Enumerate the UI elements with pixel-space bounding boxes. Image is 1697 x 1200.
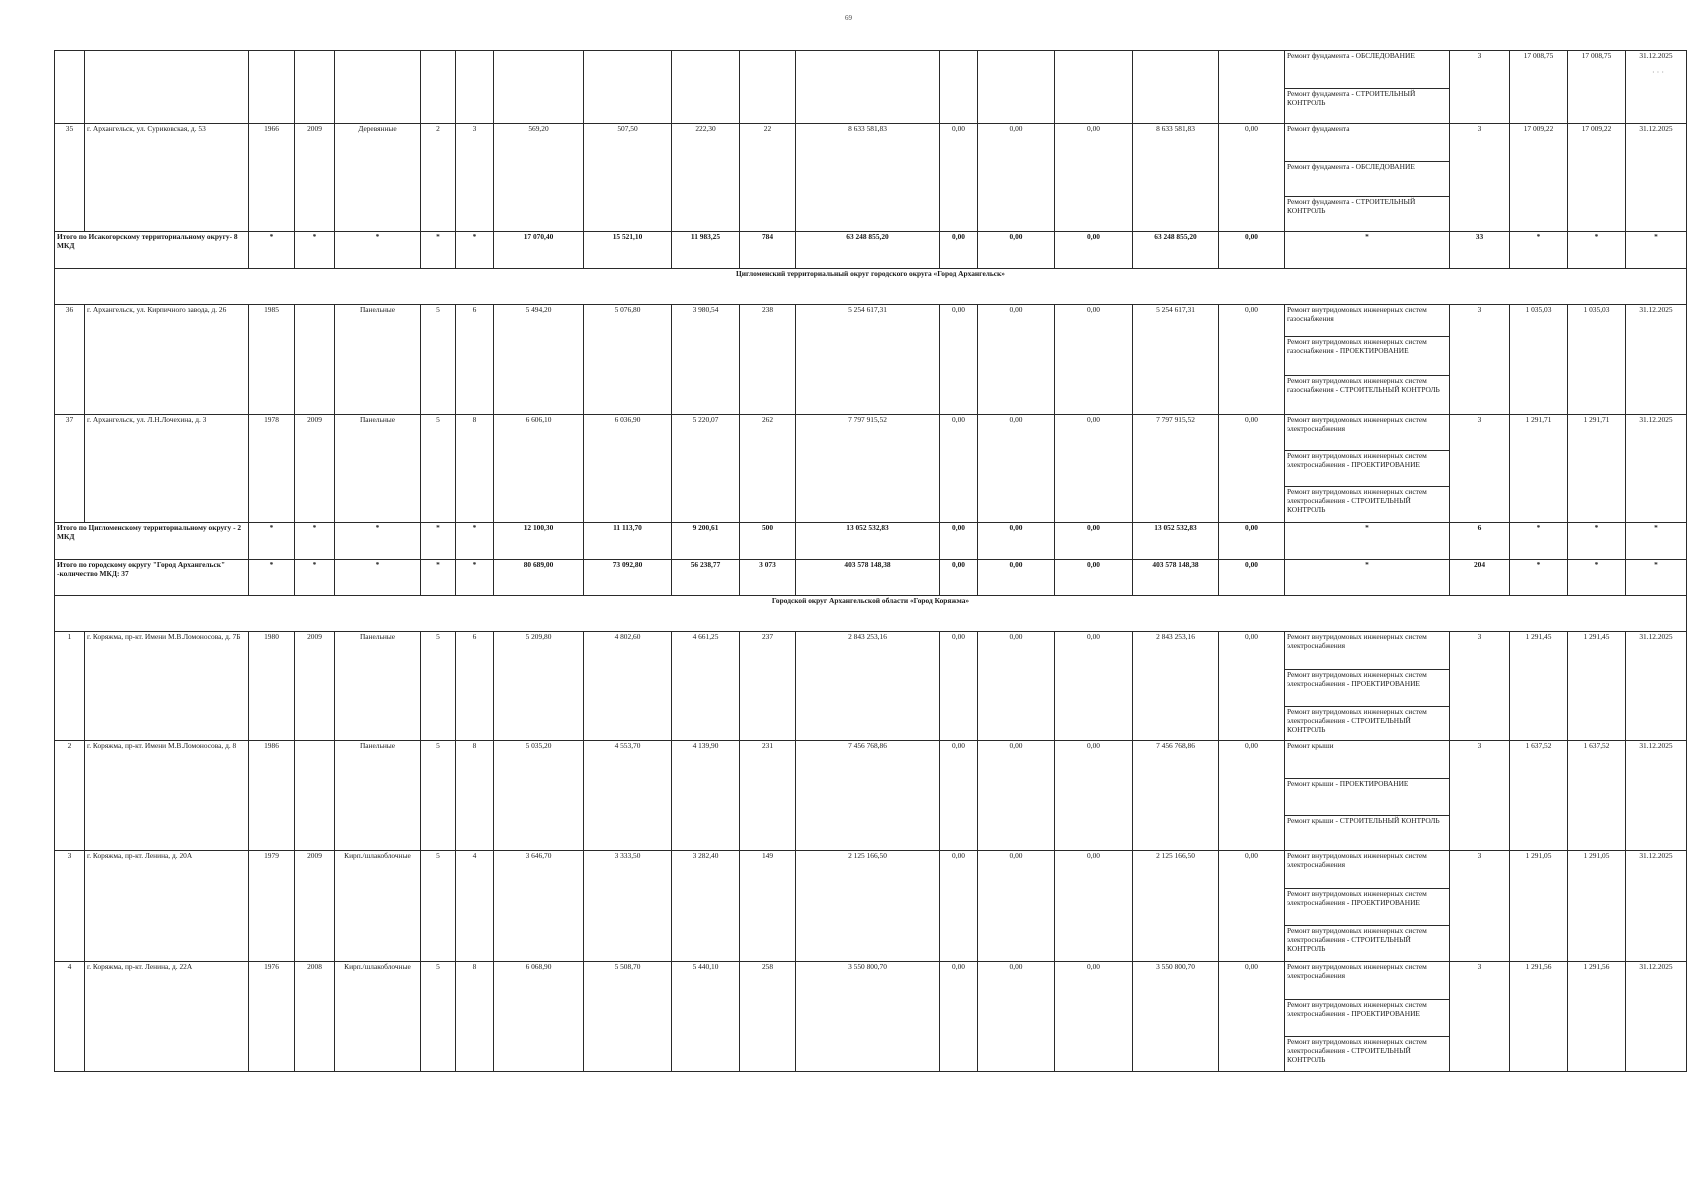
table-row	[55, 632, 1687, 670]
wall-material: Панельные	[335, 741, 421, 851]
build-year: 1979	[249, 851, 295, 962]
overhaul-year: 2009	[295, 415, 335, 523]
total-a2: 73 092,80	[584, 560, 672, 596]
work-type: Ремонт фундамента - ОБСЛЕДОВАНИЕ	[1285, 162, 1450, 197]
build-year: 1980	[249, 632, 295, 741]
area-living: 507,50	[584, 124, 672, 232]
empty-cell	[55, 51, 85, 124]
work-qty: 3	[1450, 632, 1510, 741]
cost-budget-local: 0,00	[1055, 305, 1133, 415]
area-residential: 222,30	[672, 124, 740, 232]
work-type: Ремонт фундамента - СТРОИТЕЛЬНЫЙ КОНТРОЛЬ	[1285, 89, 1450, 124]
cost-other: 0,00	[1219, 124, 1285, 232]
table-row	[55, 124, 1687, 162]
area-living: 3 333,50	[584, 851, 672, 962]
cost-total: 2 125 166,50	[796, 851, 940, 962]
floors: 5	[421, 962, 456, 1072]
table-row	[55, 415, 1687, 451]
scan-artifact: · · ·	[1652, 68, 1664, 77]
residents: 262	[740, 415, 796, 523]
work-date: 31.12.2025	[1626, 415, 1687, 523]
address: г. Коряжма, пр-кт. Ленина, д. 22А	[85, 962, 249, 1072]
entrances: 3	[456, 124, 494, 232]
cost-budget-region: 0,00	[978, 962, 1055, 1072]
star-mark: *	[1626, 232, 1687, 269]
work-v1: 1 637,52	[1510, 741, 1568, 851]
cost-budget-local: 0,00	[1055, 415, 1133, 523]
work-type: Ремонт крыши	[1285, 741, 1450, 779]
empty-cell	[335, 51, 421, 124]
floors: 2	[421, 124, 456, 232]
wall-material: Панельные	[335, 415, 421, 523]
star-mark: *	[295, 523, 335, 560]
cost-total: 7 797 915,52	[796, 415, 940, 523]
empty-cell	[672, 51, 740, 124]
work-qty: 3	[1450, 962, 1510, 1072]
total-row	[55, 523, 1687, 560]
total-a1: 80 689,00	[494, 560, 584, 596]
build-year: 1966	[249, 124, 295, 232]
total-a2: 15 521,10	[584, 232, 672, 269]
empty-cell	[584, 51, 672, 124]
star-mark: *	[421, 232, 456, 269]
floors: 5	[421, 415, 456, 523]
work-type: Ремонт фундамента - ОБСЛЕДОВАНИЕ	[1285, 51, 1450, 89]
entrances: 6	[456, 632, 494, 741]
total-c2: 0,00	[940, 232, 978, 269]
cost-total: 8 633 581,83	[796, 124, 940, 232]
star-mark: *	[1568, 232, 1626, 269]
entrances: 8	[456, 415, 494, 523]
work-type: Ремонт внутридомовых инженерных систем электроснабжения	[1285, 962, 1450, 1000]
cost-owners: 7 456 768,86	[1133, 741, 1219, 851]
work-type: Ремонт внутридомовых инженерных систем газоснабжения - ПРОЕКТИРОВАНИЕ	[1285, 337, 1450, 376]
empty-cell	[978, 51, 1055, 124]
address: г. Коряжма, пр-кт. Имени М.В.Ломоносова, д. 7Б	[85, 632, 249, 741]
work-v1: 1 291,05	[1510, 851, 1568, 962]
cost-other: 0,00	[1219, 305, 1285, 415]
total-a2: 11 113,70	[584, 523, 672, 560]
work-type: Ремонт внутридомовых инженерных систем электроснабжения	[1285, 851, 1450, 889]
total-c1: 403 578 148,38	[796, 560, 940, 596]
build-year: 1976	[249, 962, 295, 1072]
row-number: 37	[55, 415, 85, 523]
section-title: Городской округ Архангельской области «Город Коряжма»	[55, 596, 1687, 632]
work-date: 31.12.2025	[1626, 51, 1687, 124]
empty-cell	[740, 51, 796, 124]
cost-owners: 3 550 800,70	[1133, 962, 1219, 1072]
work-date: 31.12.2025	[1626, 962, 1687, 1072]
star-mark: *	[1285, 232, 1450, 269]
work-qty: 3	[1450, 851, 1510, 962]
area-living: 6 036,90	[584, 415, 672, 523]
star-mark: *	[1626, 560, 1687, 596]
total-a1: 12 100,30	[494, 523, 584, 560]
area-living: 4 553,70	[584, 741, 672, 851]
total-c5: 403 578 148,38	[1133, 560, 1219, 596]
residents: 149	[740, 851, 796, 962]
table-row	[55, 851, 1687, 889]
work-type: Ремонт внутридомовых инженерных систем электроснабжения - ПРОЕКТИРОВАНИЕ	[1285, 1000, 1450, 1037]
cost-budget-local: 0,00	[1055, 962, 1133, 1072]
total-label: Итого по городскому округу "Город Архангельск" -количество МКД: 37	[55, 560, 249, 596]
table-row	[55, 962, 1687, 1000]
total-res: 500	[740, 523, 796, 560]
area-total: 5 209,80	[494, 632, 584, 741]
work-v2: 1 291,71	[1568, 415, 1626, 523]
total-c3: 0,00	[978, 523, 1055, 560]
work-v1: 1 035,03	[1510, 305, 1568, 415]
area-total: 5 035,20	[494, 741, 584, 851]
star-mark: *	[456, 523, 494, 560]
area-residential: 4 139,90	[672, 741, 740, 851]
area-living: 5 076,80	[584, 305, 672, 415]
overhaul-year: 2009	[295, 851, 335, 962]
page-number: 69	[845, 14, 852, 22]
work-type: Ремонт крыши - СТРОИТЕЛЬНЫЙ КОНТРОЛЬ	[1285, 816, 1450, 851]
star-mark: *	[1510, 523, 1568, 560]
empty-cell	[796, 51, 940, 124]
cost-total: 7 456 768,86	[796, 741, 940, 851]
build-year: 1986	[249, 741, 295, 851]
empty-cell	[85, 51, 249, 124]
total-row	[55, 232, 1687, 269]
cost-owners: 7 797 915,52	[1133, 415, 1219, 523]
area-residential: 5 440,10	[672, 962, 740, 1072]
entrances: 8	[456, 741, 494, 851]
area-total: 3 646,70	[494, 851, 584, 962]
cost-budget-region: 0,00	[978, 851, 1055, 962]
entrances: 8	[456, 962, 494, 1072]
total-qty: 33	[1450, 232, 1510, 269]
cost-owners: 2 843 253,16	[1133, 632, 1219, 741]
table-row	[55, 741, 1687, 779]
work-v2: 1 291,45	[1568, 632, 1626, 741]
address: г. Архангельск, ул. Кирпичного завода, д. 26	[85, 305, 249, 415]
area-total: 5 494,20	[494, 305, 584, 415]
cost-total: 3 550 800,70	[796, 962, 940, 1072]
empty-cell	[494, 51, 584, 124]
work-date: 31.12.2025	[1626, 305, 1687, 415]
cost-total: 2 843 253,16	[796, 632, 940, 741]
section-header-row	[55, 269, 1687, 305]
total-c1: 63 248 855,20	[796, 232, 940, 269]
star-mark: *	[1285, 560, 1450, 596]
total-c2: 0,00	[940, 523, 978, 560]
wall-material: Панельные	[335, 632, 421, 741]
section-title: Цигломенский территориальный округ городского округа «Город Архангельск»	[55, 269, 1687, 305]
work-v1: 1 291,56	[1510, 962, 1568, 1072]
residents: 22	[740, 124, 796, 232]
work-qty: 3	[1450, 124, 1510, 232]
residents: 231	[740, 741, 796, 851]
total-c6: 0,00	[1219, 232, 1285, 269]
star-mark: *	[1626, 523, 1687, 560]
work-v2: 1 637,52	[1568, 741, 1626, 851]
star-mark: *	[295, 560, 335, 596]
star-mark: *	[249, 523, 295, 560]
work-v1: 17 009,22	[1510, 124, 1568, 232]
row-number: 35	[55, 124, 85, 232]
star-mark: *	[456, 560, 494, 596]
area-residential: 5 220,07	[672, 415, 740, 523]
overhaul-year	[295, 741, 335, 851]
empty-cell	[249, 51, 295, 124]
work-v1: 17 008,75	[1510, 51, 1568, 124]
star-mark: *	[295, 232, 335, 269]
work-type: Ремонт фундамента - СТРОИТЕЛЬНЫЙ КОНТРОЛЬ	[1285, 197, 1450, 232]
work-date: 31.12.2025	[1626, 632, 1687, 741]
table-row	[55, 305, 1687, 337]
residents: 237	[740, 632, 796, 741]
area-residential: 4 661,25	[672, 632, 740, 741]
total-c6: 0,00	[1219, 523, 1285, 560]
work-v2: 1 035,03	[1568, 305, 1626, 415]
table-row	[55, 51, 1687, 89]
empty-cell	[456, 51, 494, 124]
cost-budget-local: 0,00	[1055, 632, 1133, 741]
work-v2: 17 008,75	[1568, 51, 1626, 124]
total-c4: 0,00	[1055, 232, 1133, 269]
total-label: Итого по Исакогорскому территориальному округу- 8 МКД	[55, 232, 249, 269]
work-v1: 1 291,45	[1510, 632, 1568, 741]
total-qty: 204	[1450, 560, 1510, 596]
work-v2: 1 291,56	[1568, 962, 1626, 1072]
wall-material: Кирп./шлакоблочные	[335, 851, 421, 962]
total-row	[55, 560, 1687, 596]
overhaul-year: 2009	[295, 632, 335, 741]
star-mark: *	[421, 560, 456, 596]
star-mark: *	[421, 523, 456, 560]
work-type: Ремонт внутридомовых инженерных систем электроснабжения	[1285, 415, 1450, 451]
cost-owners: 2 125 166,50	[1133, 851, 1219, 962]
work-type: Ремонт внутридомовых инженерных систем газоснабжения - СТРОИТЕЛЬНЫЙ КОНТРОЛЬ	[1285, 376, 1450, 415]
work-v1: 1 291,71	[1510, 415, 1568, 523]
total-a3: 11 983,25	[672, 232, 740, 269]
empty-cell	[1055, 51, 1133, 124]
total-qty: 6	[1450, 523, 1510, 560]
work-type: Ремонт внутридомовых инженерных систем электроснабжения - СТРОИТЕЛЬНЫЙ КОНТРОЛЬ	[1285, 487, 1450, 523]
area-living: 4 802,60	[584, 632, 672, 741]
work-type: Ремонт внутридомовых инженерных систем электроснабжения	[1285, 632, 1450, 670]
star-mark: *	[249, 232, 295, 269]
empty-cell	[940, 51, 978, 124]
total-c1: 13 052 532,83	[796, 523, 940, 560]
cost-budget-region: 0,00	[978, 124, 1055, 232]
empty-cell	[1133, 51, 1219, 124]
total-a3: 9 200,61	[672, 523, 740, 560]
cost-budget-region: 0,00	[978, 415, 1055, 523]
build-year: 1978	[249, 415, 295, 523]
row-number: 36	[55, 305, 85, 415]
area-total: 6 068,90	[494, 962, 584, 1072]
work-date: 31.12.2025	[1626, 851, 1687, 962]
total-res: 784	[740, 232, 796, 269]
total-c5: 13 052 532,83	[1133, 523, 1219, 560]
star-mark: *	[335, 560, 421, 596]
row-number: 4	[55, 962, 85, 1072]
floors: 5	[421, 305, 456, 415]
work-type: Ремонт внутридомовых инженерных систем газоснабжения	[1285, 305, 1450, 337]
area-total: 6 606,10	[494, 415, 584, 523]
total-label: Итого по Цигломенскому территориальному округу - 2 МКД	[55, 523, 249, 560]
empty-cell	[295, 51, 335, 124]
work-qty: 3	[1450, 741, 1510, 851]
work-type: Ремонт внутридомовых инженерных систем электроснабжения - СТРОИТЕЛЬНЫЙ КОНТРОЛЬ	[1285, 926, 1450, 962]
row-number: 2	[55, 741, 85, 851]
cost-total: 5 254 617,31	[796, 305, 940, 415]
star-mark: *	[456, 232, 494, 269]
work-type: Ремонт внутридомовых инженерных систем электроснабжения - ПРОЕКТИРОВАНИЕ	[1285, 889, 1450, 926]
section-header-row	[55, 596, 1687, 632]
address: г. Коряжма, пр-кт. Имени М.В.Ломоносова, д. 8	[85, 741, 249, 851]
total-a1: 17 070,40	[494, 232, 584, 269]
star-mark: *	[249, 560, 295, 596]
total-a3: 56 238,77	[672, 560, 740, 596]
work-v2: 17 009,22	[1568, 124, 1626, 232]
star-mark: *	[335, 523, 421, 560]
total-c4: 0,00	[1055, 523, 1133, 560]
total-c5: 63 248 855,20	[1133, 232, 1219, 269]
residents: 258	[740, 962, 796, 1072]
work-type: Ремонт внутридомовых инженерных систем электроснабжения - ПРОЕКТИРОВАНИЕ	[1285, 451, 1450, 487]
overhaul-year: 2008	[295, 962, 335, 1072]
cost-budget-region: 0,00	[978, 632, 1055, 741]
cost-budget-local: 0,00	[1055, 851, 1133, 962]
cost-fund: 0,00	[940, 415, 978, 523]
work-qty: 3	[1450, 415, 1510, 523]
cost-fund: 0,00	[940, 305, 978, 415]
address: г. Архангельск, ул. Л.Н.Лочехина, д. 3	[85, 415, 249, 523]
cost-other: 0,00	[1219, 741, 1285, 851]
floors: 5	[421, 632, 456, 741]
work-type: Ремонт крыши - ПРОЕКТИРОВАНИЕ	[1285, 779, 1450, 816]
address: г. Коряжма, пр-кт. Ленина, д. 20А	[85, 851, 249, 962]
cost-budget-local: 0,00	[1055, 741, 1133, 851]
floors: 5	[421, 851, 456, 962]
area-living: 5 508,70	[584, 962, 672, 1072]
work-type: Ремонт внутридомовых инженерных систем электроснабжения - СТРОИТЕЛЬНЫЙ КОНТРОЛЬ	[1285, 707, 1450, 741]
total-res: 3 073	[740, 560, 796, 596]
cost-other: 0,00	[1219, 632, 1285, 741]
cost-budget-region: 0,00	[978, 741, 1055, 851]
area-total: 569,20	[494, 124, 584, 232]
cost-budget-region: 0,00	[978, 305, 1055, 415]
cost-fund: 0,00	[940, 962, 978, 1072]
wall-material: Деревянные	[335, 124, 421, 232]
work-date: 31.12.2025	[1626, 741, 1687, 851]
cost-other: 0,00	[1219, 415, 1285, 523]
total-c3: 0,00	[978, 560, 1055, 596]
cost-fund: 0,00	[940, 741, 978, 851]
entrances: 4	[456, 851, 494, 962]
row-number: 3	[55, 851, 85, 962]
cost-other: 0,00	[1219, 851, 1285, 962]
work-date: 31.12.2025	[1626, 124, 1687, 232]
wall-material: Кирп./шлакоблочные	[335, 962, 421, 1072]
star-mark: *	[1568, 560, 1626, 596]
empty-cell	[421, 51, 456, 124]
build-year: 1985	[249, 305, 295, 415]
cost-budget-local: 0,00	[1055, 124, 1133, 232]
wall-material: Панельные	[335, 305, 421, 415]
address: г. Архангельск, ул. Суриковская, д. 53	[85, 124, 249, 232]
total-c3: 0,00	[978, 232, 1055, 269]
star-mark: *	[1285, 523, 1450, 560]
empty-cell	[1219, 51, 1285, 124]
entrances: 6	[456, 305, 494, 415]
residents: 238	[740, 305, 796, 415]
floors: 5	[421, 741, 456, 851]
star-mark: *	[335, 232, 421, 269]
cost-fund: 0,00	[940, 124, 978, 232]
work-qty: 3	[1450, 305, 1510, 415]
area-residential: 3 980,54	[672, 305, 740, 415]
cost-fund: 0,00	[940, 632, 978, 741]
cost-fund: 0,00	[940, 851, 978, 962]
overhaul-year: 2009	[295, 124, 335, 232]
overhaul-year	[295, 305, 335, 415]
work-v2: 1 291,05	[1568, 851, 1626, 962]
star-mark: *	[1510, 560, 1568, 596]
work-type: Ремонт внутридомовых инженерных систем электроснабжения - СТРОИТЕЛЬНЫЙ КОНТРОЛЬ	[1285, 1037, 1450, 1072]
work-type: Ремонт внутридомовых инженерных систем электроснабжения - ПРОЕКТИРОВАНИЕ	[1285, 670, 1450, 707]
work-type: Ремонт фундамента	[1285, 124, 1450, 162]
cost-owners: 8 633 581,83	[1133, 124, 1219, 232]
total-c2: 0,00	[940, 560, 978, 596]
cost-owners: 5 254 617,31	[1133, 305, 1219, 415]
star-mark: *	[1568, 523, 1626, 560]
area-residential: 3 282,40	[672, 851, 740, 962]
work-qty: 3	[1450, 51, 1510, 124]
cost-other: 0,00	[1219, 962, 1285, 1072]
total-c6: 0,00	[1219, 560, 1285, 596]
total-c4: 0,00	[1055, 560, 1133, 596]
row-number: 1	[55, 632, 85, 741]
star-mark: *	[1510, 232, 1568, 269]
repair-register-table	[54, 50, 1687, 1072]
